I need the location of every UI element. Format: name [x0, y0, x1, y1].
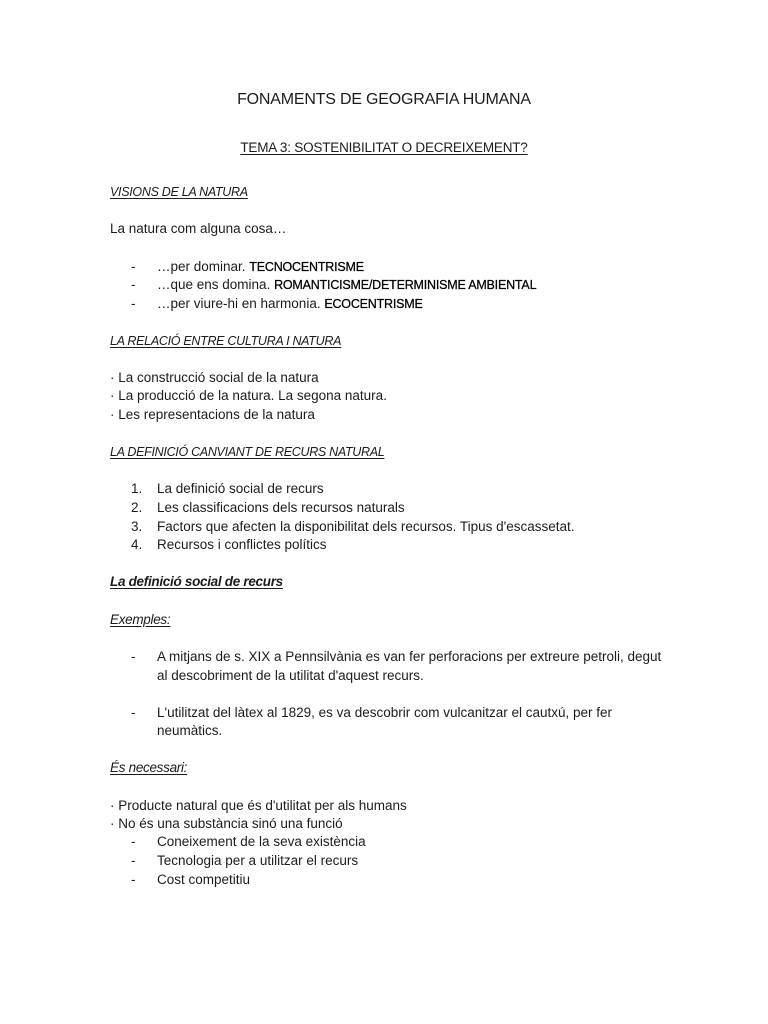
list-item — [157, 295, 423, 313]
list-item — [157, 258, 364, 276]
list-marker: - — [131, 259, 136, 274]
subsection-heading-social: La definició social de recurs — [110, 574, 283, 589]
example-line: A mitjans de s. XIX a Pennsilvània es van fer perforacions per extreure petroli, degut — [157, 649, 662, 664]
list-marker: - — [131, 649, 136, 664]
bullet-line: · No és una substància sinó una funció — [110, 816, 343, 831]
example-line: al descobriment de la utilitat d'aquest recurs. — [157, 668, 424, 683]
bullet-line: · Producte natural que és d'utilitat per als humans — [110, 798, 407, 813]
section-heading-visions: VISIONS DE LA NATURA — [110, 185, 248, 199]
list-number: 3. — [131, 519, 143, 534]
list-marker: - — [131, 277, 136, 292]
list-marker: - — [131, 853, 136, 868]
example-line: L'utilitzat del làtex al 1829, es va descobrir com vulcanitzar el cautxú, per fer — [157, 705, 613, 720]
list-number: 1. — [131, 481, 143, 496]
bullet-line: · La construcció social de la natura — [110, 370, 319, 385]
visions-intro: La natura com alguna cosa… — [110, 221, 287, 236]
list-item-text: …per dominar. — [157, 259, 250, 274]
list-item — [157, 276, 536, 294]
list-marker: - — [131, 296, 136, 311]
list-item: La definició social de recurs — [157, 481, 324, 496]
examples-heading: Exemples: — [110, 612, 171, 627]
list-number: 4. — [131, 537, 143, 552]
list-item-term: TECNOCENTRISME — [249, 260, 364, 274]
document-title: FONAMENTS DE GEOGRAFIA HUMANA — [237, 91, 531, 108]
bullet-line: · La producció de la natura. La segona natura. — [110, 388, 387, 403]
list-item-term: ECOCENTRISME — [324, 297, 423, 311]
list-item: Coneixement de la seva existència — [157, 834, 366, 849]
list-item-term: ROMANTICISME/DETERMINISME AMBIENTAL — [274, 278, 537, 292]
necessari-heading: És necessari: — [110, 760, 188, 775]
list-item: Recursos i conflictes polítics — [157, 537, 327, 552]
list-item-text: …que ens domina. — [157, 277, 275, 292]
list-item: Tecnologia per a utilitzar el recurs — [157, 853, 359, 868]
list-marker: - — [131, 705, 136, 720]
document-subtitle: TEMA 3: SOSTENIBILITAT O DECREIXEMENT? — [240, 140, 528, 155]
section-heading-definicio: LA DEFINICIÓ CANVIANT DE RECURS NATURAL — [110, 445, 385, 459]
list-marker: - — [131, 834, 136, 849]
bullet-line: · Les representacions de la natura — [110, 407, 315, 422]
list-item-text: …per viure-hi en harmonia. — [157, 296, 325, 311]
list-item: Factors que afecten la disponibilitat dels recursos. Tipus d'escassetat. — [157, 519, 575, 534]
list-item: Les classificacions dels recursos naturals — [157, 500, 405, 515]
list-number: 2. — [131, 500, 143, 515]
section-heading-relacio: LA RELACIÓ ENTRE CULTURA I NATURA — [110, 334, 342, 348]
list-item: Cost competitiu — [157, 872, 251, 887]
list-marker: - — [131, 872, 136, 887]
example-line: neumàtics. — [157, 723, 223, 738]
